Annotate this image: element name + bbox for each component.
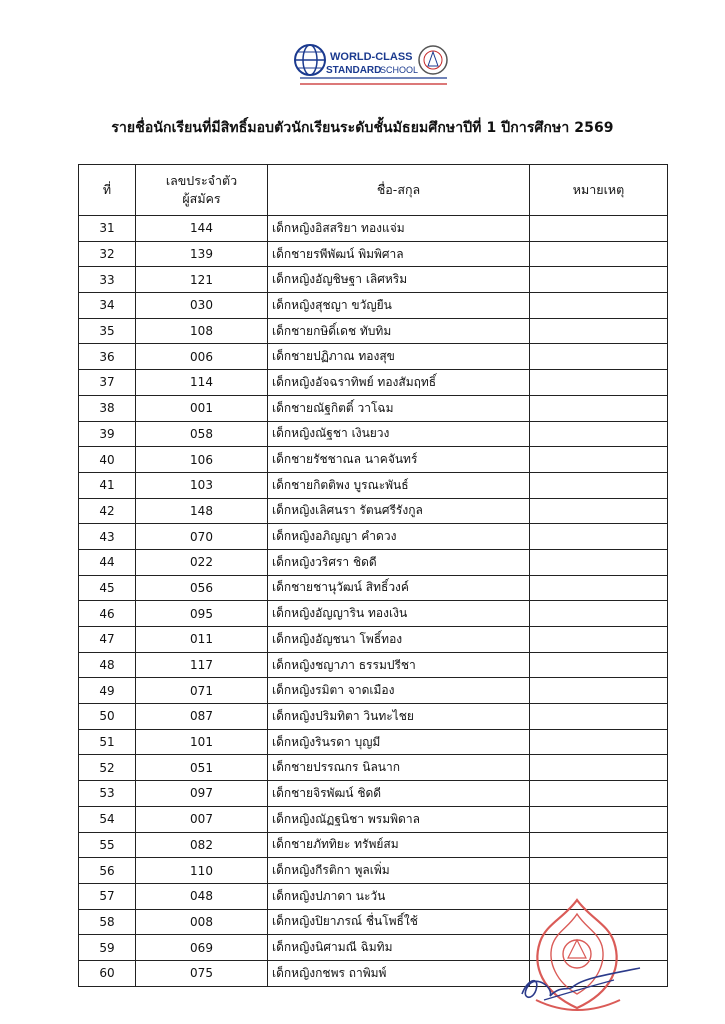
row-student-name: เด็กหญิงวริศรา ชิดดี — [268, 549, 530, 575]
row-number: 50 — [79, 704, 136, 730]
document-title: รายชื่อนักเรียนที่มีสิทธิ์มอบตัวนักเรียนระดับชั้นมัธยมศึกษาปีที่ 1 ปีการศึกษา 2569 — [111, 120, 614, 136]
row-number: 33 — [79, 267, 136, 293]
row-remark — [530, 293, 668, 319]
row-remark — [530, 267, 668, 293]
row-applicant-id: 108 — [136, 318, 268, 344]
table-row — [79, 575, 668, 601]
row-remark — [530, 370, 668, 396]
row-student-name: เด็กหญิงปริมทิตา วินทะไชย — [268, 704, 530, 730]
row-number: 53 — [79, 781, 136, 807]
table-row — [79, 781, 668, 807]
row-applicant-id: 058 — [136, 421, 268, 447]
row-remark — [530, 216, 668, 242]
table-row — [79, 318, 668, 344]
table-row — [79, 601, 668, 627]
row-applicant-id: 101 — [136, 729, 268, 755]
ministry-emblem-icon — [419, 46, 447, 74]
row-number: 40 — [79, 447, 136, 473]
row-student-name: เด็กหญิงนิศามณี ฉิมทิม — [268, 935, 530, 961]
row-remark — [530, 704, 668, 730]
row-student-name: เด็กชายรพีพัฒน์ พิมพิศาล — [268, 241, 530, 267]
row-number: 34 — [79, 293, 136, 319]
row-applicant-id: 139 — [136, 241, 268, 267]
table-row — [79, 267, 668, 293]
row-remark — [530, 421, 668, 447]
table-row — [79, 241, 668, 267]
row-student-name: เด็กหญิงอิสสริยา ทองแจ่ม — [268, 216, 530, 242]
row-remark — [530, 318, 668, 344]
row-number: 43 — [79, 524, 136, 550]
row-applicant-id: 051 — [136, 755, 268, 781]
table-row — [79, 293, 668, 319]
row-student-name: เด็กหญิงอัญชิษฐา เลิศหริม — [268, 267, 530, 293]
row-number: 44 — [79, 549, 136, 575]
header-applicant-id — [136, 165, 268, 216]
row-applicant-id: 110 — [136, 858, 268, 884]
table-row — [79, 729, 668, 755]
row-student-name: เด็กหญิงอัญญาริน ทองเงิน — [268, 601, 530, 627]
table-row — [79, 704, 668, 730]
table-row — [79, 370, 668, 396]
row-applicant-id: 007 — [136, 806, 268, 832]
row-number: 60 — [79, 960, 136, 986]
row-applicant-id: 008 — [136, 909, 268, 935]
table-row — [79, 421, 668, 447]
table-header-row — [79, 165, 668, 216]
table-row — [79, 832, 668, 858]
row-remark — [530, 729, 668, 755]
row-applicant-id: 097 — [136, 781, 268, 807]
row-number: 55 — [79, 832, 136, 858]
table-row — [79, 627, 668, 653]
row-applicant-id: 075 — [136, 960, 268, 986]
row-remark — [530, 241, 668, 267]
row-student-name: เด็กหญิงรมิตา จาดเมือง — [268, 678, 530, 704]
row-number: 36 — [79, 344, 136, 370]
row-applicant-id: 095 — [136, 601, 268, 627]
row-number: 32 — [79, 241, 136, 267]
row-applicant-id: 030 — [136, 293, 268, 319]
row-student-name: เด็กหญิงปิยาภรณ์ ชื่นโพธิ์ใช้ — [268, 909, 530, 935]
row-number: 46 — [79, 601, 136, 627]
row-remark — [530, 678, 668, 704]
row-student-name: เด็กชายณัฐกิตติ์ วาโฉม — [268, 395, 530, 421]
row-student-name: เด็กหญิงปภาดา นะวัน — [268, 883, 530, 909]
table-row — [79, 395, 668, 421]
row-remark — [530, 575, 668, 601]
row-remark — [530, 344, 668, 370]
row-number: 54 — [79, 806, 136, 832]
row-student-name: เด็กหญิงชญาภา ธรรมปรีชา — [268, 652, 530, 678]
row-applicant-id: 148 — [136, 498, 268, 524]
school-logo — [292, 40, 454, 92]
header-number: ที่ — [79, 165, 136, 216]
signature-icon — [514, 958, 644, 1008]
row-student-name: เด็กชายปรรณกร นิลนาก — [268, 755, 530, 781]
row-applicant-id: 011 — [136, 627, 268, 653]
row-applicant-id: 121 — [136, 267, 268, 293]
row-number: 57 — [79, 883, 136, 909]
row-student-name: เด็กชายรัชชาณล นาคจันทร์ — [268, 447, 530, 473]
student-list-table — [78, 164, 668, 987]
row-student-name: เด็กหญิงอัจฉราทิพย์ ทองสัมฤทธิ์ — [268, 370, 530, 396]
row-student-name: เด็กชายจิรพัฒน์ ชิดดี — [268, 781, 530, 807]
table-row — [79, 678, 668, 704]
row-applicant-id: 069 — [136, 935, 268, 961]
row-remark — [530, 755, 668, 781]
row-student-name: เด็กชายชานุวัฒน์ สิทธิ์วงค์ — [268, 575, 530, 601]
row-number: 51 — [79, 729, 136, 755]
table-row — [79, 524, 668, 550]
table-row — [79, 216, 668, 242]
logo-line1: WORLD-CLASS — [330, 51, 413, 63]
row-number: 47 — [79, 627, 136, 653]
row-number: 41 — [79, 472, 136, 498]
row-student-name: เด็กชายปฏิภาณ ทองสุข — [268, 344, 530, 370]
row-number: 38 — [79, 395, 136, 421]
row-applicant-id: 070 — [136, 524, 268, 550]
row-remark — [530, 627, 668, 653]
row-number: 49 — [79, 678, 136, 704]
row-applicant-id: 144 — [136, 216, 268, 242]
table-body — [79, 216, 668, 987]
row-student-name: เด็กหญิงณัฏฐนิชา พรมพิดาล — [268, 806, 530, 832]
row-number: 48 — [79, 652, 136, 678]
row-applicant-id: 114 — [136, 370, 268, 396]
row-number: 39 — [79, 421, 136, 447]
row-applicant-id: 106 — [136, 447, 268, 473]
row-student-name: เด็กชายกิตติพง บูรณะพันธ์ — [268, 472, 530, 498]
logo-line2: STANDARD — [326, 65, 382, 76]
header-applicant-id-line1: เลขประจำตัว — [165, 173, 238, 188]
row-remark — [530, 395, 668, 421]
row-student-name: เด็กหญิงสุชญา ขวัญยืน — [268, 293, 530, 319]
row-applicant-id: 048 — [136, 883, 268, 909]
header-name: ชื่อ-สกุล — [268, 165, 530, 216]
row-applicant-id: 001 — [136, 395, 268, 421]
row-student-name: เด็กชายกษิดิ์เดช ทับทิม — [268, 318, 530, 344]
row-number: 52 — [79, 755, 136, 781]
row-applicant-id: 022 — [136, 549, 268, 575]
row-number: 56 — [79, 858, 136, 884]
row-number: 37 — [79, 370, 136, 396]
header-remark: หมายเหตุ — [530, 165, 668, 216]
row-remark — [530, 806, 668, 832]
row-applicant-id: 082 — [136, 832, 268, 858]
row-remark — [530, 524, 668, 550]
row-number: 58 — [79, 909, 136, 935]
table-row — [79, 344, 668, 370]
row-applicant-id: 006 — [136, 344, 268, 370]
table-row — [79, 472, 668, 498]
row-remark — [530, 601, 668, 627]
row-remark — [530, 447, 668, 473]
table-row — [79, 447, 668, 473]
logo-line3: SCHOOL — [380, 65, 419, 75]
table-row — [79, 806, 668, 832]
header-applicant-id-line2: ผู้สมัคร — [182, 191, 221, 206]
table-row — [79, 498, 668, 524]
row-student-name: เด็กหญิงอภิญญา คำดวง — [268, 524, 530, 550]
row-student-name: เด็กหญิงกีรติกา พูลเพิ่ม — [268, 858, 530, 884]
row-applicant-id: 103 — [136, 472, 268, 498]
row-remark — [530, 652, 668, 678]
table-row — [79, 549, 668, 575]
row-applicant-id: 117 — [136, 652, 268, 678]
row-remark — [530, 781, 668, 807]
row-number: 35 — [79, 318, 136, 344]
row-number: 59 — [79, 935, 136, 961]
row-remark — [530, 858, 668, 884]
row-number: 31 — [79, 216, 136, 242]
row-student-name: เด็กชายภัททิยะ ทรัพย์สม — [268, 832, 530, 858]
row-number: 42 — [79, 498, 136, 524]
globe-icon — [295, 45, 325, 75]
row-applicant-id: 071 — [136, 678, 268, 704]
row-number: 45 — [79, 575, 136, 601]
row-applicant-id: 056 — [136, 575, 268, 601]
row-remark — [530, 472, 668, 498]
row-remark — [530, 549, 668, 575]
row-student-name: เด็กหญิงณัฐชา เงินยวง — [268, 421, 530, 447]
row-student-name: เด็กหญิงกชพร ถาพิมพ์ — [268, 960, 530, 986]
row-applicant-id: 087 — [136, 704, 268, 730]
table-row — [79, 652, 668, 678]
row-remark — [530, 832, 668, 858]
table-row — [79, 858, 668, 884]
row-student-name: เด็กหญิงอัญชนา โพธิ์ทอง — [268, 627, 530, 653]
row-student-name: เด็กหญิงเลิศนรา รัตนศรีรังกูล — [268, 498, 530, 524]
row-remark — [530, 498, 668, 524]
table-row — [79, 755, 668, 781]
row-student-name: เด็กหญิงรินรดา บุญมี — [268, 729, 530, 755]
